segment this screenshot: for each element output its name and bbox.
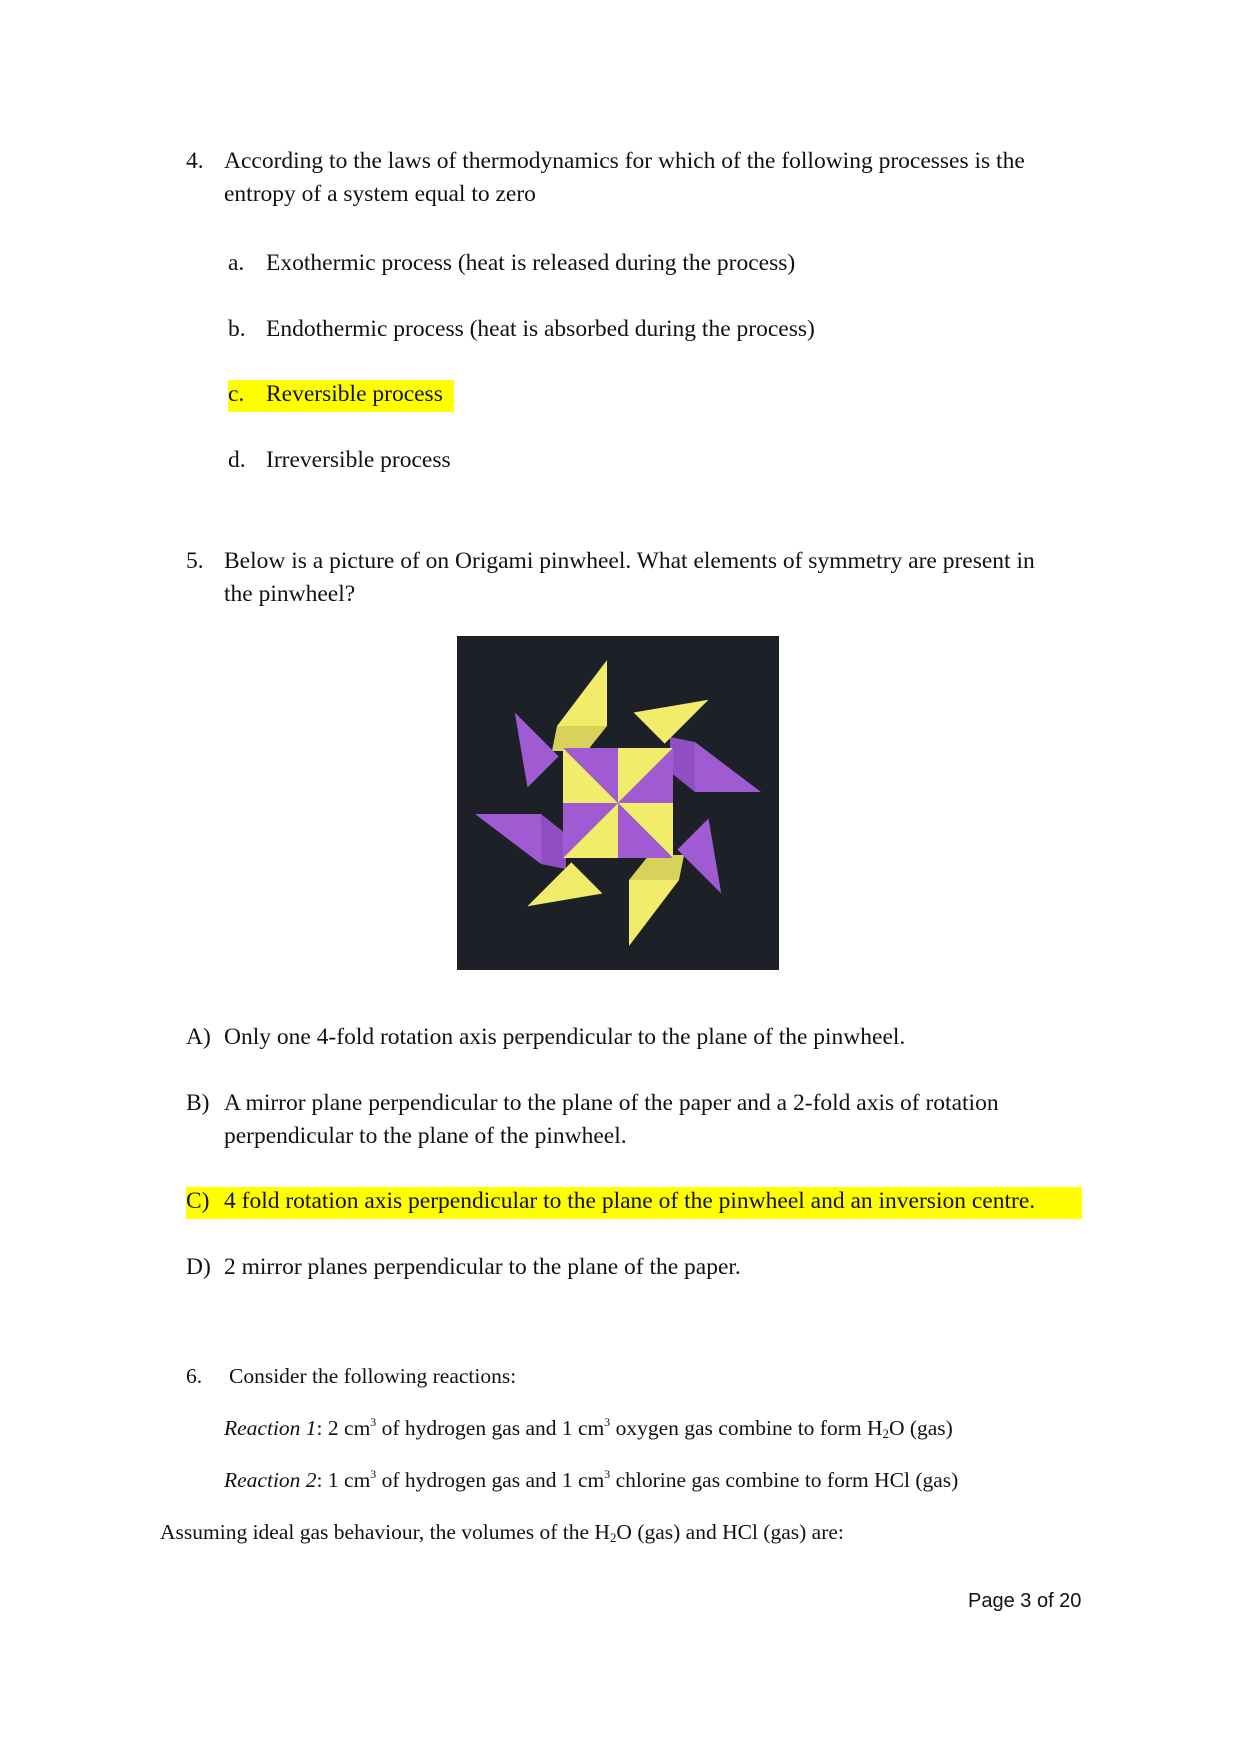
option-text: 2 mirror planes perpendicular to the plane of the paper. xyxy=(224,1254,741,1280)
option-text: 4 fold rotation axis perpendicular to the plane of the pinwheel and an inversion centre. xyxy=(224,1188,1036,1214)
origami-pinwheel-photo xyxy=(457,636,779,970)
reaction-2: Reaction 2: 1 $cm^3$ of hydrogen gas and 1 $cm^3$ chlorine gas combine to form HCl (gas) xyxy=(224,1467,959,1492)
option-letter: D) xyxy=(186,1254,211,1280)
assumption-line: Assuming ideal gas behaviour, the volumes of the $H_2O$ (gas) and HCl (gas) are: xyxy=(160,1520,844,1546)
question-text-line1: Below is a picture of on Origami pinwheel. What elements of symmetry are present in xyxy=(224,548,1035,574)
page-number: Page 3 of 20 xyxy=(968,1590,1082,1612)
option-letter: A) xyxy=(186,1024,211,1050)
option-letter: C) xyxy=(186,1188,210,1214)
option-text: Exothermic process (heat is released during the process) xyxy=(266,250,796,276)
option-text-line1: A mirror plane perpendicular to the plane of the paper and a 2-fold axis of rotation xyxy=(224,1090,999,1116)
question-number: 6. xyxy=(186,1364,203,1388)
question-number: 4. xyxy=(186,148,204,174)
reaction-label: Reaction 1 xyxy=(224,1416,317,1440)
option-letter: d. xyxy=(228,447,246,473)
option-letter: B) xyxy=(186,1090,210,1116)
pinwheel-center xyxy=(563,748,673,858)
option-letter: c. xyxy=(228,381,245,407)
question-text-line2: the pinwheel? xyxy=(224,581,356,607)
option-letter: a. xyxy=(228,250,245,276)
reaction-label: Reaction 2 xyxy=(224,1468,317,1492)
option-text: Irreversible process xyxy=(266,447,451,473)
question-text: Consider the following reactions: xyxy=(229,1364,517,1388)
question-text-line2: entropy of a system equal to zero xyxy=(224,181,536,207)
pinwheel-drawing xyxy=(457,636,779,970)
option-c-highlight xyxy=(228,380,454,412)
option-text: Reversible process xyxy=(266,381,443,407)
question-number: 5. xyxy=(186,548,204,574)
question-text-line1: According to the laws of thermodynamics for which of the following processes is the xyxy=(224,148,1025,174)
option-letter: b. xyxy=(228,316,246,342)
option-text: Endothermic process (heat is absorbed during the process) xyxy=(266,316,815,342)
option-text: Only one 4-fold rotation axis perpendicular to the plane of the pinwheel. xyxy=(224,1024,906,1050)
option-text-line2: perpendicular to the plane of the pinwheel. xyxy=(224,1123,627,1149)
reaction-1: Reaction 1: 2 $cm^3$ of hydrogen gas and 1 $cm^3$ oxygen gas combine to form $H_2O$ (gas) xyxy=(224,1415,953,1442)
option-C-highlight xyxy=(186,1187,1082,1219)
